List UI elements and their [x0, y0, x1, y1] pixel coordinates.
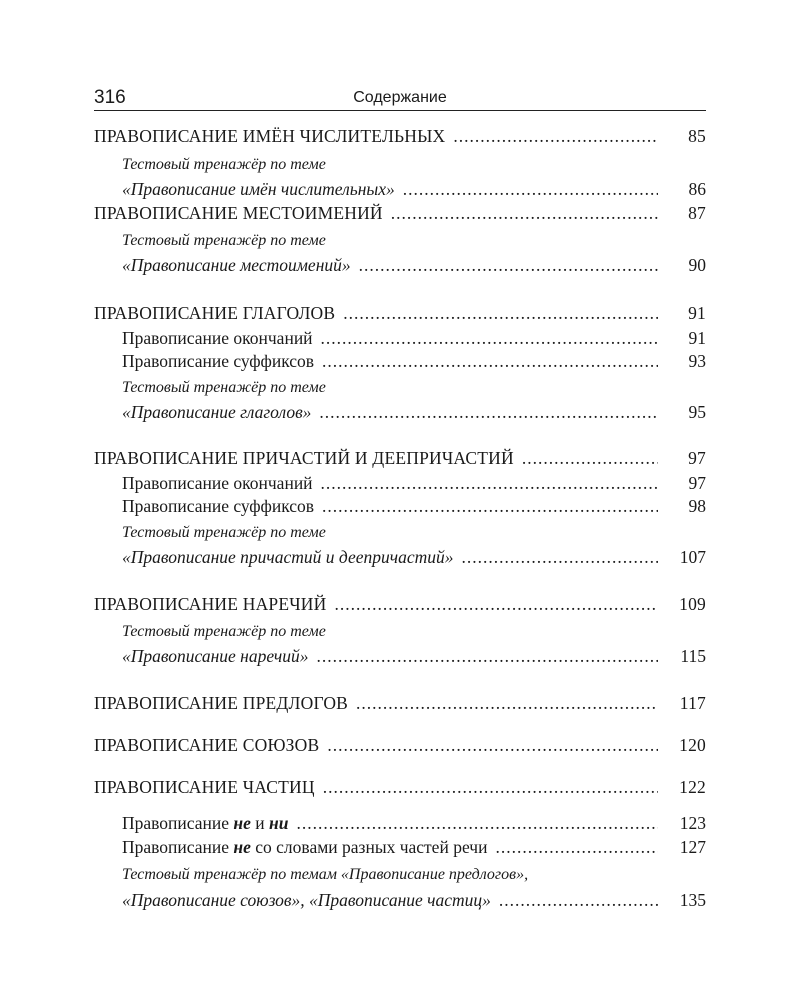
toc-entry-title: Правописание суффиксов — [122, 496, 315, 516]
leader-dots — [323, 777, 658, 798]
leader-dots — [322, 496, 658, 517]
toc-sub-participle-endings[interactable] — [94, 473, 706, 496]
toc-section-particles[interactable] — [94, 777, 706, 802]
toc-entry-title: Правописание не со словами разных частей речи — [122, 837, 488, 857]
toc-entry-title: Правописание не и ни — [122, 813, 289, 833]
toc-entry-title-line2: «Правописание наречий» — [122, 646, 309, 666]
page-header — [94, 84, 706, 111]
toc-page-number: 93 — [688, 351, 706, 371]
toc-page-number: 98 — [688, 496, 706, 516]
leader-dots — [334, 594, 658, 615]
toc-section-participles[interactable] — [94, 448, 706, 473]
toc-test-verbs[interactable] — [94, 374, 706, 426]
toc-page-number: 91 — [688, 328, 706, 348]
table-of-contents — [94, 126, 706, 914]
leader-dots — [316, 646, 658, 667]
toc-entry-title: Правописание окончаний — [122, 473, 313, 493]
toc-page-number: 109 — [679, 594, 706, 614]
leader-dots — [495, 837, 658, 858]
toc-page-number: 117 — [679, 693, 706, 713]
toc-sub-participle-suffixes[interactable] — [94, 496, 706, 519]
leader-dots — [356, 693, 658, 714]
toc-entry-title-line2: «Правописание имён числительных» — [122, 179, 395, 199]
toc-entry-title-line1: Тестовый тренажёр по теме — [122, 379, 326, 396]
leader-dots — [403, 179, 658, 200]
toc-page-number: 123 — [679, 813, 706, 833]
toc-page-number: 127 — [679, 837, 706, 857]
toc-page-number: 97 — [688, 448, 706, 468]
toc-page-number: 135 — [679, 890, 706, 910]
toc-test-pronouns[interactable] — [94, 228, 706, 279]
toc-entry-title: ПРАВОПИСАНИЕ ЧАСТИЦ — [94, 777, 315, 797]
toc-entry-title-line1: Тестовый тренажёр по теме — [122, 156, 326, 173]
toc-sub-ne-words[interactable] — [94, 837, 706, 861]
toc-page-number: 122 — [679, 777, 706, 797]
toc-sub-verb-endings[interactable] — [94, 328, 706, 351]
leader-dots — [462, 547, 658, 568]
leader-dots — [322, 351, 658, 372]
toc-section-prepositions[interactable] — [94, 693, 706, 718]
leader-dots — [296, 813, 658, 834]
toc-entry-title-line1: Тестовый тренажёр по теме — [122, 232, 326, 249]
toc-page-number: 87 — [688, 203, 706, 223]
leader-dots — [319, 402, 658, 423]
leader-dots — [391, 203, 658, 224]
leader-dots — [327, 735, 658, 756]
toc-entry-title: ПРАВОПИСАНИЕ ПРЕДЛОГОВ — [94, 693, 349, 713]
toc-page-number: 86 — [688, 179, 706, 199]
toc-page-number: 90 — [688, 255, 706, 275]
toc-sub-verb-suffixes[interactable] — [94, 351, 706, 374]
toc-section-verbs[interactable] — [94, 303, 706, 328]
toc-section-numerals[interactable] — [94, 126, 706, 152]
toc-section-adverbs[interactable] — [94, 594, 706, 619]
leader-dots — [499, 890, 658, 911]
toc-entry-title: ПРАВОПИСАНИЕ ГЛАГОЛОВ — [94, 303, 336, 323]
toc-entry-title: ПРАВОПИСАНИЕ НАРЕЧИЙ — [94, 594, 327, 614]
toc-page-number: 120 — [679, 735, 706, 755]
toc-entry-title-line2: «Правописание глаголов» — [122, 402, 312, 422]
toc-page-number: 95 — [688, 402, 706, 422]
leader-dots — [321, 328, 658, 349]
toc-page-number: 91 — [688, 303, 706, 323]
toc-entry-title: Правописание суффиксов — [122, 351, 315, 371]
toc-section-conjunctions[interactable] — [94, 735, 706, 760]
toc-entry-title-line2: «Правописание причастий и деепричастий» — [122, 547, 454, 567]
leader-dots — [343, 303, 658, 324]
toc-entry-title: ПРАВОПИСАНИЕ ПРИЧАСТИЙ И ДЕЕПРИЧАСТИЙ — [94, 448, 514, 468]
toc-page-number: 97 — [688, 473, 706, 493]
toc-test-numerals[interactable] — [94, 152, 706, 203]
toc-test-final[interactable] — [94, 861, 706, 914]
leader-dots — [522, 448, 658, 469]
toc-page-number: 107 — [679, 547, 706, 567]
page-number: 316 — [94, 87, 126, 108]
leader-dots — [359, 255, 658, 276]
toc-test-adverbs[interactable] — [94, 619, 706, 670]
toc-entry-title-line2: «Правописание местоимений» — [122, 255, 351, 275]
toc-entry-title-line2: «Правописание союзов», «Правописание частиц» — [122, 890, 491, 910]
toc-entry-title: ПРАВОПИСАНИЕ СОЮЗОВ — [94, 735, 320, 755]
toc-entry-title-line1: Тестовый тренажёр по темам «Правописание предлогов», — [122, 866, 529, 883]
toc-page-number: 115 — [680, 646, 706, 666]
toc-entry-title: ПРАВОПИСАНИЕ ИМЁН ЧИСЛИТЕЛЬНЫХ — [94, 126, 446, 146]
toc-section-pronouns[interactable] — [94, 203, 706, 228]
page-title: Содержание — [353, 89, 447, 106]
toc-page-number: 85 — [688, 126, 706, 146]
toc-entry-title: ПРАВОПИСАНИЕ МЕСТОИМЕНИЙ — [94, 203, 383, 223]
toc-entry-title-line1: Тестовый тренажёр по теме — [122, 524, 326, 541]
toc-sub-ne-ni[interactable] — [94, 813, 706, 837]
toc-entry-title: Правописание окончаний — [122, 328, 313, 348]
leader-dots — [453, 126, 658, 147]
toc-test-participles[interactable] — [94, 519, 706, 571]
leader-dots — [321, 473, 658, 494]
toc-entry-title-line1: Тестовый тренажёр по теме — [122, 623, 326, 640]
